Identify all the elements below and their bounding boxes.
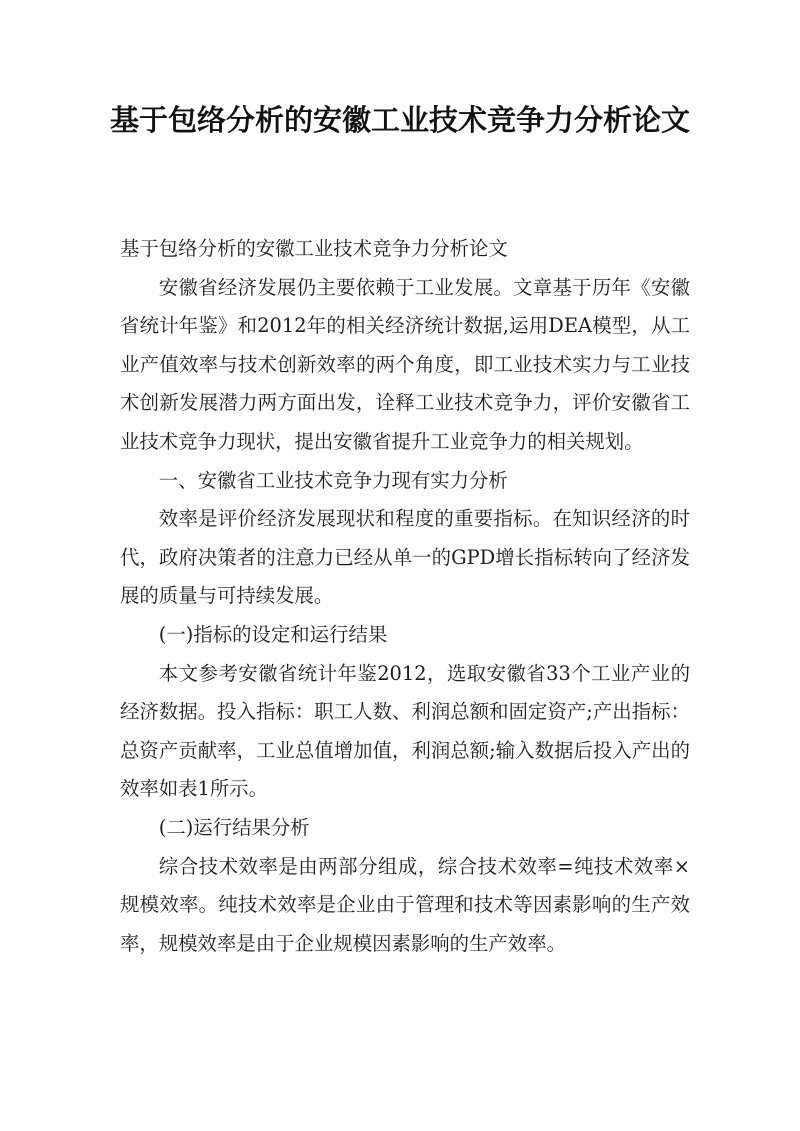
subsection-heading-2: (二)运行结果分析 <box>158 815 310 839</box>
document-title: 基于包络分析的安徽工业技术竞争力分析论文 <box>109 103 690 137</box>
document-body <box>120 230 690 963</box>
section-heading-1: 一、安徽省工业技术竞争力现有实力分析 <box>158 468 508 492</box>
paragraph-abstract: 安徽省经济发展仍主要依赖于工业发展。文章基于历年《安徽省统计年鉴》和2012年的相关经济统计数据,运用DEA模型，从工业产值效率与技术创新效率的两个角度，即工业技术实力与工业技术创新发展潜力两方面出发，诠释工业技术竞争力，评价安徽省工业技术竞争力现状，提出安徽省提升工业竞争力的相关规划。 <box>120 275 690 453</box>
paragraph-efficiency: 效率是评价经济发展现状和程度的重要指标。在知识经济的时代，政府决策者的注意力已经从单一的GPD增长指标转向了经济发展的质量与可持续发展。 <box>120 507 690 608</box>
paragraph-results-analysis: 综合技术效率是由两部分组成，综合技术效率=纯技术效率×规模效率。纯技术效率是企业由于管理和技术等因素影响的生产效率，规模效率是由于企业规模因素影响的生产效率。 <box>120 854 690 955</box>
subsection-heading-1: (一)指标的设定和运行结果 <box>158 622 388 646</box>
paragraph-heading-repeat: 基于包络分析的安徽工业技术竞争力分析论文 <box>120 237 508 260</box>
paragraph-indicators: 本文参考安徽省统计年鉴2012，选取安徽省33个工业产业的经济数据。投入指标：职工人数、利润总额和固定资产;产出指标：总资产贡献率，工业总值增加值，利润总额;输入数据后投入产出的效率如表1所示。 <box>120 661 690 801</box>
